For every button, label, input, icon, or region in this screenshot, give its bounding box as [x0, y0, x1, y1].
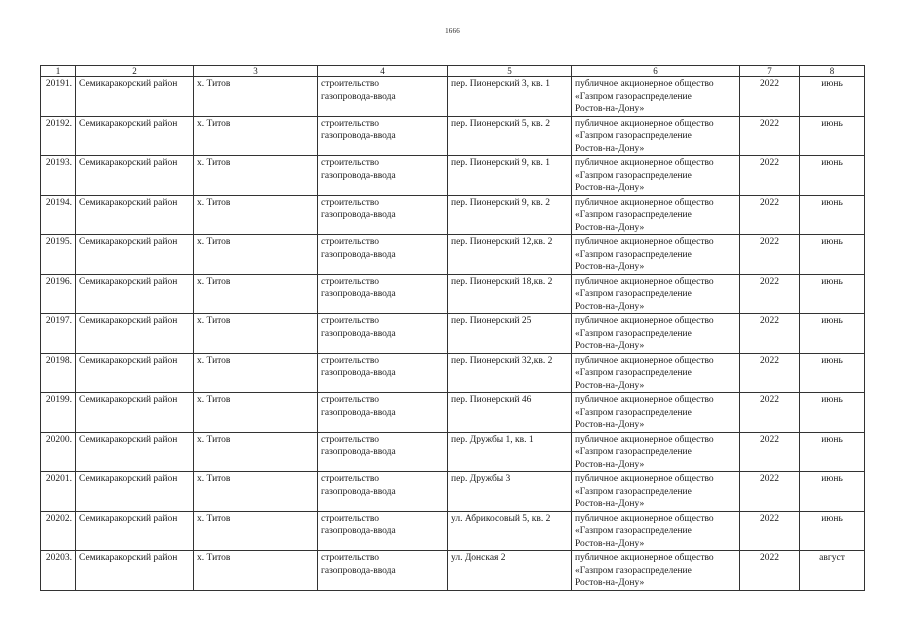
- address-cell-text: ул. Абрикосовый 5, кв. 2: [451, 513, 551, 524]
- month-cell-text: июнь: [821, 434, 843, 445]
- district-cell: [76, 195, 194, 235]
- address-cell-text: пер. Пионерский 12,кв. 2: [451, 237, 553, 247]
- organization-cell-text: «Газпром газораспределение: [575, 91, 692, 102]
- district-cell: [76, 432, 194, 472]
- row-number-cell: [41, 195, 76, 235]
- settlement-cell-text: х. Титов: [197, 434, 231, 445]
- work-type-cell-text: газопровода-ввода: [321, 210, 396, 220]
- work-type-cell: [318, 353, 448, 393]
- row-number-cell-text: 20196.: [45, 276, 72, 287]
- month-cell-text: июнь: [821, 158, 843, 168]
- table-row: [41, 77, 865, 117]
- district-cell-text: Семикаракорский район: [79, 316, 178, 326]
- year-cell-text: 2022: [760, 79, 779, 89]
- settlement-cell: [194, 314, 318, 354]
- work-type-cell: [318, 156, 448, 196]
- address-cell-text: пер. Пионерский 9, кв. 2: [451, 197, 551, 208]
- year-cell: [740, 551, 800, 591]
- organization-cell-text: Ростов-на-Дону»: [575, 578, 645, 588]
- address-cell: [448, 274, 572, 314]
- settlement-cell: [194, 77, 318, 117]
- organization-cell-text: публичное акционерное общество: [575, 474, 714, 484]
- column-header: 6: [572, 66, 740, 77]
- organization-cell-text: Ростов-на-Дону»: [575, 301, 645, 312]
- organization-cell: [572, 432, 740, 472]
- table-row: [41, 274, 865, 314]
- column-header: 4: [318, 66, 448, 77]
- organization-cell: [572, 511, 740, 551]
- district-cell: [76, 116, 194, 156]
- month-cell: [800, 156, 865, 196]
- year-cell: [740, 274, 800, 314]
- column-header: 1: [41, 66, 76, 77]
- organization-cell-text: Ростов-на-Дону»: [575, 499, 645, 509]
- row-number-cell: [41, 77, 76, 117]
- settlement-cell: [194, 195, 318, 235]
- organization-cell-text: Ростов-на-Дону»: [575, 262, 645, 272]
- settlement-cell: [194, 472, 318, 512]
- row-number-cell: [41, 314, 76, 354]
- year-cell: [740, 195, 800, 235]
- year-cell-text: 2022: [760, 513, 779, 524]
- address-cell: [448, 511, 572, 551]
- address-cell-text: пер. Пионерский 46: [451, 395, 532, 405]
- organization-cell-text: публичное акционерное общество: [575, 553, 714, 563]
- work-type-cell: [318, 77, 448, 117]
- work-type-cell-text: строительство: [321, 118, 380, 129]
- district-cell: [76, 353, 194, 393]
- year-cell: [740, 432, 800, 472]
- address-cell-text: пер. Пионерский 18,кв. 2: [451, 276, 553, 287]
- settlement-cell: [194, 551, 318, 591]
- organization-cell-text: «Газпром газораспределение: [575, 486, 692, 497]
- row-number-cell: [41, 511, 76, 551]
- settlement-cell-text: х. Титов: [197, 118, 231, 129]
- table-row: [41, 551, 865, 591]
- month-cell-text: июнь: [821, 79, 843, 89]
- table-row: [41, 472, 865, 512]
- organization-cell-text: Ростов-на-Дону»: [575, 104, 645, 114]
- district-cell-text: Семикаракорский район: [79, 513, 178, 524]
- organization-cell-text: публичное акционерное общество: [575, 197, 714, 208]
- table-row: [41, 195, 865, 235]
- work-type-cell: [318, 195, 448, 235]
- month-cell: [800, 511, 865, 551]
- month-cell-text: июнь: [821, 395, 843, 405]
- address-cell-text: пер. Пионерский 5, кв. 2: [451, 118, 551, 129]
- address-cell-text: пер. Пионерский 9, кв. 1: [451, 158, 551, 168]
- organization-cell-text: «Газпром газораспределение: [575, 407, 692, 418]
- work-type-cell-text: газопровода-ввода: [321, 289, 396, 299]
- organization-cell-text: «Газпром газораспределение: [575, 289, 692, 299]
- row-number-cell: [41, 551, 76, 591]
- district-cell: [76, 551, 194, 591]
- district-cell: [76, 156, 194, 196]
- work-type-cell: [318, 314, 448, 354]
- month-cell: [800, 353, 865, 393]
- organization-cell: [572, 551, 740, 591]
- district-cell-text: Семикаракорский район: [79, 237, 178, 247]
- settlement-cell: [194, 511, 318, 551]
- settlement-cell-text: х. Титов: [197, 276, 231, 287]
- district-cell-text: Семикаракорский район: [79, 197, 178, 208]
- year-cell-text: 2022: [760, 553, 779, 563]
- settlement-cell-text: х. Титов: [197, 355, 231, 366]
- organization-cell-text: Ростов-на-Дону»: [575, 380, 645, 391]
- year-cell-text: 2022: [760, 474, 779, 484]
- work-type-cell-text: газопровода-ввода: [321, 131, 396, 141]
- row-number-cell-text: 20199.: [45, 395, 72, 405]
- organization-cell-text: Ростов-на-Дону»: [575, 459, 645, 470]
- address-cell: [448, 393, 572, 433]
- address-cell: [448, 156, 572, 196]
- settlement-cell: [194, 393, 318, 433]
- month-cell: [800, 274, 865, 314]
- organization-cell: [572, 472, 740, 512]
- district-cell-text: Семикаракорский район: [79, 276, 178, 287]
- year-cell: [740, 472, 800, 512]
- year-cell-text: 2022: [760, 158, 779, 168]
- organization-cell-text: «Газпром газораспределение: [575, 526, 692, 536]
- address-cell-text: пер. Дружбы 3: [451, 474, 511, 484]
- organization-cell-text: публичное акционерное общество: [575, 158, 714, 168]
- work-type-cell-text: газопровода-ввода: [321, 486, 396, 497]
- settlement-cell-text: х. Титов: [197, 237, 231, 247]
- organization-cell: [572, 353, 740, 393]
- year-cell-text: 2022: [760, 237, 779, 247]
- work-type-cell-text: строительство: [321, 474, 380, 484]
- row-number-cell-text: 20191.: [45, 79, 72, 89]
- month-cell: [800, 77, 865, 117]
- month-cell-text: июнь: [821, 316, 843, 326]
- address-cell: [448, 353, 572, 393]
- settlement-cell: [194, 235, 318, 275]
- address-cell: [448, 432, 572, 472]
- work-type-cell: [318, 116, 448, 156]
- organization-cell-text: публичное акционерное общество: [575, 434, 714, 445]
- organization-cell-text: «Газпром газораспределение: [575, 565, 692, 576]
- settlement-cell-text: х. Титов: [197, 395, 231, 405]
- organization-cell-text: публичное акционерное общество: [575, 79, 714, 89]
- year-cell-text: 2022: [760, 434, 779, 445]
- row-number-cell: [41, 235, 76, 275]
- row-number-cell-text: 20202.: [45, 513, 72, 524]
- organization-cell-text: публичное акционерное общество: [575, 237, 714, 247]
- work-type-cell: [318, 432, 448, 472]
- month-cell-text: июнь: [821, 197, 843, 208]
- address-cell-text: ул. Донская 2: [451, 553, 506, 563]
- organization-cell: [572, 77, 740, 117]
- month-cell-text: июнь: [821, 276, 843, 287]
- work-type-cell-text: газопровода-ввода: [321, 91, 396, 102]
- row-number-cell-text: 20201.: [45, 474, 72, 484]
- table-row: [41, 353, 865, 393]
- district-cell-text: Семикаракорский район: [79, 553, 178, 563]
- district-cell-text: Семикаракорский район: [79, 474, 178, 484]
- month-cell-text: июнь: [821, 118, 843, 129]
- row-number-cell: [41, 393, 76, 433]
- row-number-cell-text: 20194.: [45, 197, 72, 208]
- year-cell-text: 2022: [760, 395, 779, 405]
- settlement-cell-text: х. Титов: [197, 316, 231, 326]
- settlement-cell: [194, 432, 318, 472]
- organization-cell-text: Ростов-на-Дону»: [575, 143, 645, 154]
- organization-cell-text: публичное акционерное общество: [575, 355, 714, 366]
- organization-cell-text: публичное акционерное общество: [575, 316, 714, 326]
- row-number-cell: [41, 116, 76, 156]
- organization-cell: [572, 393, 740, 433]
- year-cell-text: 2022: [760, 118, 779, 129]
- row-number-cell: [41, 472, 76, 512]
- organization-cell: [572, 314, 740, 354]
- settlement-cell: [194, 156, 318, 196]
- month-cell-text: июнь: [821, 513, 843, 524]
- settlement-cell: [194, 353, 318, 393]
- district-cell-text: Семикаракорский район: [79, 434, 178, 445]
- address-cell: [448, 116, 572, 156]
- year-cell-text: 2022: [760, 197, 779, 208]
- district-cell: [76, 235, 194, 275]
- organization-cell-text: «Газпром газораспределение: [575, 170, 692, 181]
- organization-cell-text: Ростов-на-Дону»: [575, 222, 645, 233]
- organization-cell-text: Ростов-на-Дону»: [575, 183, 645, 193]
- address-cell-text: пер. Пионерский 3, кв. 1: [451, 79, 551, 89]
- column-header: 3: [194, 66, 318, 77]
- column-header: 8: [800, 66, 865, 77]
- table-row: [41, 156, 865, 196]
- row-number-cell-text: 20203.: [45, 553, 72, 563]
- work-type-cell-text: газопровода-ввода: [321, 407, 396, 418]
- organization-cell: [572, 116, 740, 156]
- month-cell: [800, 432, 865, 472]
- table-body: [41, 77, 865, 591]
- settlement-cell-text: х. Титов: [197, 79, 231, 89]
- table-row: [41, 393, 865, 433]
- row-number-cell-text: 20198.: [45, 355, 72, 366]
- month-cell: [800, 472, 865, 512]
- table-row: [41, 314, 865, 354]
- table-row: [41, 432, 865, 472]
- registry-table: [40, 65, 865, 591]
- settlement-cell: [194, 116, 318, 156]
- month-cell: [800, 235, 865, 275]
- row-number-cell: [41, 353, 76, 393]
- work-type-cell-text: газопровода-ввода: [321, 565, 396, 576]
- work-type-cell-text: газопровода-ввода: [321, 170, 396, 181]
- district-cell-text: Семикаракорский район: [79, 395, 178, 405]
- settlement-cell-text: х. Титов: [197, 197, 231, 208]
- year-cell-text: 2022: [760, 355, 779, 366]
- column-header: 2: [76, 66, 194, 77]
- year-cell: [740, 511, 800, 551]
- month-cell: [800, 314, 865, 354]
- year-cell: [740, 156, 800, 196]
- organization-cell-text: Ростов-на-Дону»: [575, 538, 645, 549]
- column-number-row: [41, 66, 865, 77]
- month-cell: [800, 551, 865, 591]
- work-type-cell: [318, 472, 448, 512]
- district-cell-text: Семикаракорский район: [79, 79, 178, 89]
- row-number-cell: [41, 432, 76, 472]
- work-type-cell-text: строительство: [321, 316, 380, 326]
- district-cell-text: Семикаракорский район: [79, 355, 178, 366]
- year-cell: [740, 77, 800, 117]
- organization-cell-text: «Газпром газораспределение: [575, 447, 692, 457]
- table-row: [41, 116, 865, 156]
- organization-cell-text: публичное акционерное общество: [575, 118, 714, 129]
- address-cell: [448, 314, 572, 354]
- year-cell: [740, 116, 800, 156]
- address-cell-text: пер. Пионерский 25: [451, 316, 532, 326]
- organization-cell: [572, 195, 740, 235]
- row-number-cell-text: 20195.: [45, 237, 72, 247]
- organization-cell: [572, 235, 740, 275]
- column-header: 7: [740, 66, 800, 77]
- address-cell: [448, 195, 572, 235]
- work-type-cell-text: строительство: [321, 197, 380, 208]
- month-cell-text: июнь: [821, 474, 843, 484]
- address-cell-text: пер. Дружбы 1, кв. 1: [451, 434, 534, 445]
- organization-cell-text: «Газпром газораспределение: [575, 368, 692, 378]
- row-number-cell-text: 20197.: [45, 316, 72, 326]
- row-number-cell: [41, 156, 76, 196]
- settlement-cell: [194, 274, 318, 314]
- settlement-cell-text: х. Титов: [197, 513, 231, 524]
- work-type-cell-text: строительство: [321, 237, 380, 247]
- year-cell: [740, 235, 800, 275]
- address-cell: [448, 551, 572, 591]
- work-type-cell: [318, 235, 448, 275]
- row-number-cell-text: 20200.: [45, 434, 72, 445]
- work-type-cell: [318, 551, 448, 591]
- work-type-cell-text: строительство: [321, 79, 380, 89]
- district-cell-text: Семикаракорский район: [79, 158, 178, 168]
- organization-cell-text: «Газпром газораспределение: [575, 249, 692, 260]
- district-cell: [76, 274, 194, 314]
- work-type-cell-text: газопровода-ввода: [321, 526, 396, 536]
- work-type-cell: [318, 511, 448, 551]
- work-type-cell-text: газопровода-ввода: [321, 249, 396, 260]
- table-row: [41, 235, 865, 275]
- work-type-cell-text: строительство: [321, 513, 380, 524]
- district-cell: [76, 472, 194, 512]
- work-type-cell-text: строительство: [321, 158, 380, 168]
- column-header: 5: [448, 66, 572, 77]
- district-cell: [76, 314, 194, 354]
- district-cell: [76, 511, 194, 551]
- month-cell: [800, 393, 865, 433]
- organization-cell-text: Ростов-на-Дону»: [575, 420, 645, 430]
- work-type-cell-text: строительство: [321, 276, 380, 287]
- year-cell: [740, 314, 800, 354]
- row-number-cell: [41, 274, 76, 314]
- district-cell: [76, 393, 194, 433]
- address-cell: [448, 235, 572, 275]
- settlement-cell-text: х. Титов: [197, 553, 231, 563]
- organization-cell-text: публичное акционерное общество: [575, 513, 714, 524]
- address-cell: [448, 472, 572, 512]
- organization-cell-text: «Газпром газораспределение: [575, 328, 692, 339]
- work-type-cell-text: газопровода-ввода: [321, 368, 396, 378]
- row-number-cell-text: 20192.: [45, 118, 72, 129]
- organization-cell-text: «Газпром газораспределение: [575, 131, 692, 141]
- address-cell-text: пер. Пионерский 32,кв. 2: [451, 355, 553, 366]
- month-cell: [800, 116, 865, 156]
- table-row: [41, 511, 865, 551]
- work-type-cell-text: газопровода-ввода: [321, 447, 396, 457]
- settlement-cell-text: х. Титов: [197, 474, 231, 484]
- organization-cell-text: публичное акционерное общество: [575, 395, 714, 405]
- address-cell: [448, 77, 572, 117]
- page-number: 1666: [445, 27, 460, 35]
- work-type-cell-text: строительство: [321, 395, 380, 405]
- month-cell-text: июнь: [821, 237, 843, 247]
- row-number-cell-text: 20193.: [45, 158, 72, 168]
- year-cell-text: 2022: [760, 316, 779, 326]
- work-type-cell-text: строительство: [321, 553, 380, 563]
- month-cell: [800, 195, 865, 235]
- district-cell: [76, 77, 194, 117]
- settlement-cell-text: х. Титов: [197, 158, 231, 168]
- organization-cell-text: Ростов-на-Дону»: [575, 341, 645, 351]
- year-cell-text: 2022: [760, 276, 779, 287]
- year-cell: [740, 353, 800, 393]
- year-cell: [740, 393, 800, 433]
- district-cell-text: Семикаракорский район: [79, 118, 178, 129]
- work-type-cell: [318, 274, 448, 314]
- organization-cell-text: публичное акционерное общество: [575, 276, 714, 287]
- organization-cell: [572, 274, 740, 314]
- organization-cell: [572, 156, 740, 196]
- work-type-cell: [318, 393, 448, 433]
- work-type-cell-text: газопровода-ввода: [321, 328, 396, 339]
- work-type-cell-text: строительство: [321, 355, 380, 366]
- organization-cell-text: «Газпром газораспределение: [575, 210, 692, 220]
- month-cell-text: июнь: [821, 355, 843, 366]
- work-type-cell-text: строительство: [321, 434, 380, 445]
- month-cell-text: август: [819, 553, 845, 563]
